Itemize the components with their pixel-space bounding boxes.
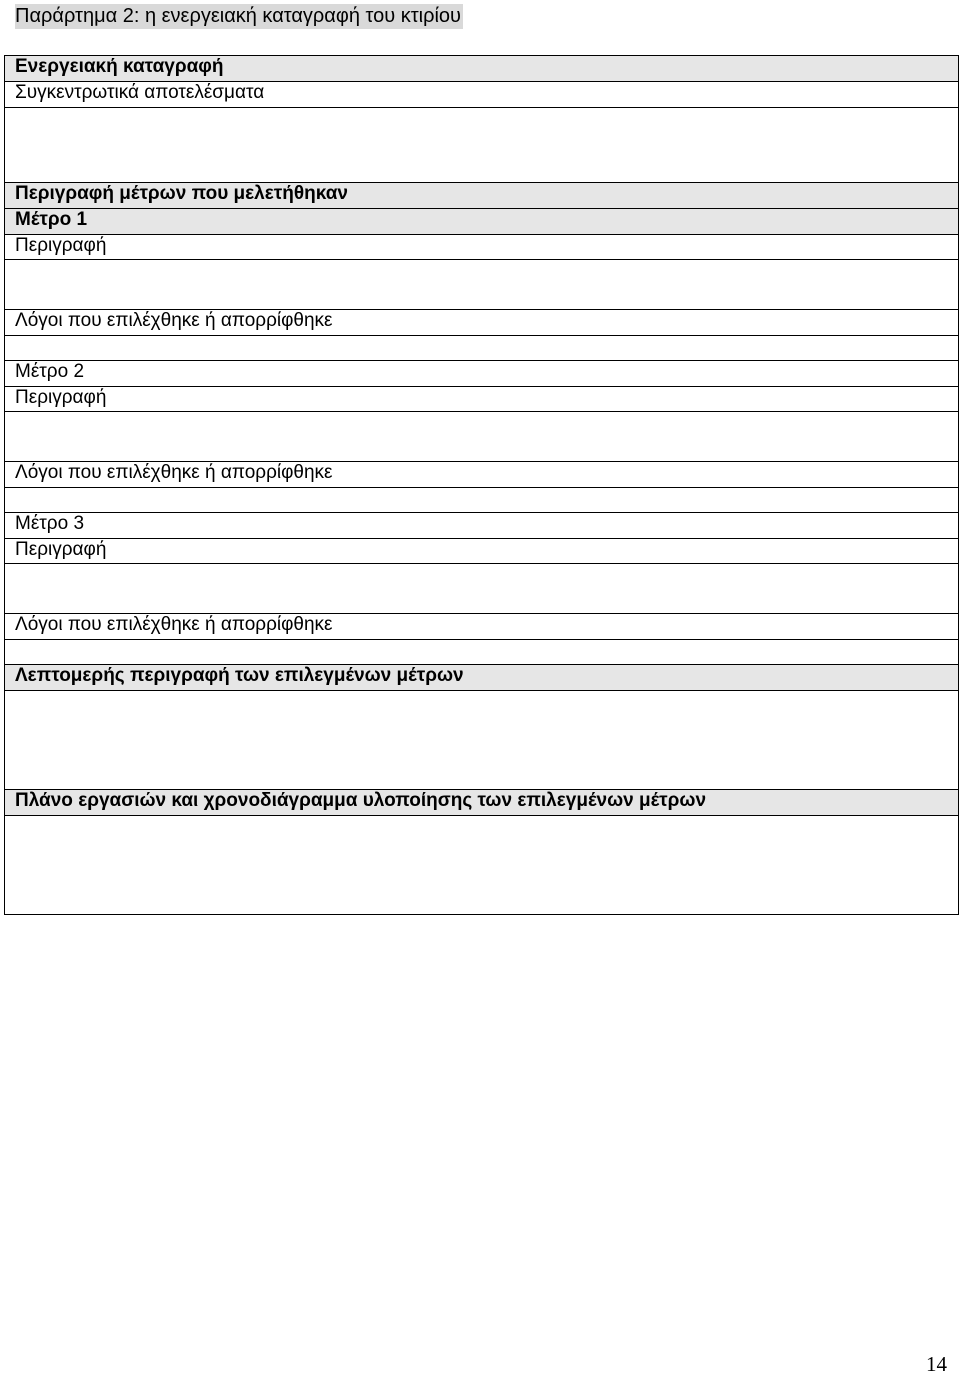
measure-2-description-label: Περιγραφή [5, 387, 959, 412]
measure-3-reasons-label: Λόγοι που επιλέχθηκε ή απορρίφθηκε [5, 614, 959, 640]
audit-heading: Ενεργειακή καταγραφή [5, 56, 959, 82]
page-number: 14 [926, 1352, 947, 1376]
detailed-description-heading: Λεπτομερής περιγραφή των επιλεγμένων μέτρων [5, 665, 959, 691]
measure-3-reasons-field[interactable] [5, 640, 959, 665]
measure-1-reasons-field[interactable] [5, 336, 959, 361]
measure-1-description-label: Περιγραφή [5, 235, 959, 260]
energy-audit-form [4, 55, 959, 915]
work-plan-heading: Πλάνο εργασιών και χρονοδιάγραμμα υλοποίησης των επιλεγμένων μέτρων [5, 790, 959, 816]
summary-results-label: Συγκεντρωτικά αποτελέσματα [5, 82, 959, 108]
page-title: Παράρτημα 2: η ενεργειακή καταγραφή του κτιρίου [15, 5, 461, 27]
work-plan-field[interactable] [5, 816, 959, 915]
measures-heading: Περιγραφή μέτρων που μελετήθηκαν [5, 183, 959, 209]
measure-1-name: Μέτρο 1 [5, 209, 959, 235]
measure-2-reasons-field[interactable] [5, 488, 959, 513]
detailed-description-field[interactable] [5, 691, 959, 790]
measure-2-name: Μέτρο 2 [5, 361, 959, 387]
measure-3-description-label: Περιγραφή [5, 539, 959, 564]
measure-1-reasons-label: Λόγοι που επιλέχθηκε ή απορρίφθηκε [5, 310, 959, 336]
measure-3-description-field[interactable] [5, 564, 959, 614]
measure-2-description-field[interactable] [5, 412, 959, 462]
measure-3-name: Μέτρο 3 [5, 513, 959, 539]
summary-results-field[interactable] [5, 108, 959, 183]
measure-1-description-field[interactable] [5, 260, 959, 310]
measure-2-reasons-label: Λόγοι που επιλέχθηκε ή απορρίφθηκε [5, 462, 959, 488]
